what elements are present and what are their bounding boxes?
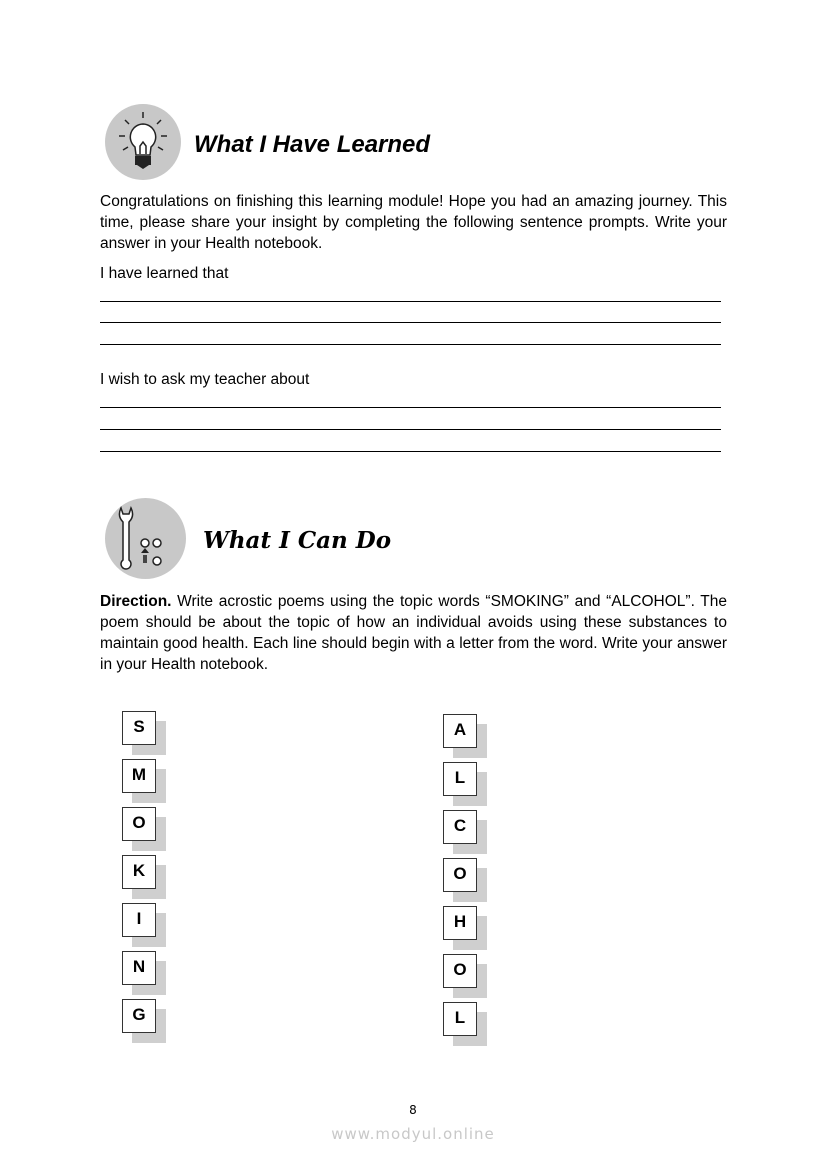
acrostic-letter: C <box>443 810 477 844</box>
acrostic-letter-box <box>443 762 477 796</box>
answer-line[interactable] <box>100 429 721 430</box>
direction-label: Direction. <box>100 593 172 610</box>
page-number: 8 <box>409 1103 417 1117</box>
learned-intro: Congratulations on finishing this learning module! Hope you had an amazing journey. This time, please share your insight by completing the following sentence prompts. Write your answer in your Health notebook. <box>100 193 727 252</box>
acrostic-letter: G <box>122 999 156 1033</box>
acrostic-letter-box <box>122 855 156 889</box>
acrostic-letter: O <box>443 954 477 988</box>
acrostic-letter-box <box>443 954 477 988</box>
acrostic-letter-box <box>443 714 477 748</box>
acrostic-letter: K <box>122 855 156 889</box>
answer-line[interactable] <box>100 407 721 408</box>
acrostic-letter: A <box>443 714 477 748</box>
watermark: www.modyul.online <box>331 1125 495 1143</box>
acrostic-letter-box <box>443 810 477 844</box>
acrostic-letter: L <box>443 1002 477 1036</box>
acrostic-letter: I <box>122 903 156 937</box>
acrostic-letter: O <box>122 807 156 841</box>
acrostic-letter-box <box>443 1002 477 1036</box>
acrostic-letter-box <box>122 999 156 1033</box>
acrostic-letter-box <box>122 951 156 985</box>
section-title-can-do: What I Can Do <box>203 527 392 554</box>
acrostic-letter: M <box>122 759 156 793</box>
answer-line[interactable] <box>100 344 721 345</box>
lightbulb-icon <box>105 104 181 180</box>
acrostic-letter: N <box>122 951 156 985</box>
acrostic-letter: L <box>443 762 477 796</box>
answer-line[interactable] <box>100 301 721 302</box>
acrostic-letter-box <box>122 807 156 841</box>
answer-line[interactable] <box>100 451 721 452</box>
acrostic-letter-box <box>122 711 156 745</box>
acrostic-letter: S <box>122 711 156 745</box>
acrostic-letter-box <box>122 759 156 793</box>
acrostic-letter: O <box>443 858 477 892</box>
answer-line[interactable] <box>100 322 721 323</box>
acrostic-letter-box <box>122 903 156 937</box>
section-title-learned: What I Have Learned <box>194 131 431 158</box>
tools-icon <box>105 498 186 579</box>
prompt-ask-teacher: I wish to ask my teacher about <box>100 371 310 388</box>
prompt-learned: I have learned that <box>100 265 229 282</box>
acrostic-letter-box <box>443 906 477 940</box>
direction-text <box>100 591 727 675</box>
acrostic-letter: H <box>443 906 477 940</box>
direction-body: Write acrostic poems using the topic words “SMOKING” and “ALCOHOL”. The poem should be about the topic of how an individual avoids using these substances to maintain good health. Each line should begin with a letter from the word. Write your answer in your Health notebook. <box>100 593 727 673</box>
acrostic-letter-box <box>443 858 477 892</box>
